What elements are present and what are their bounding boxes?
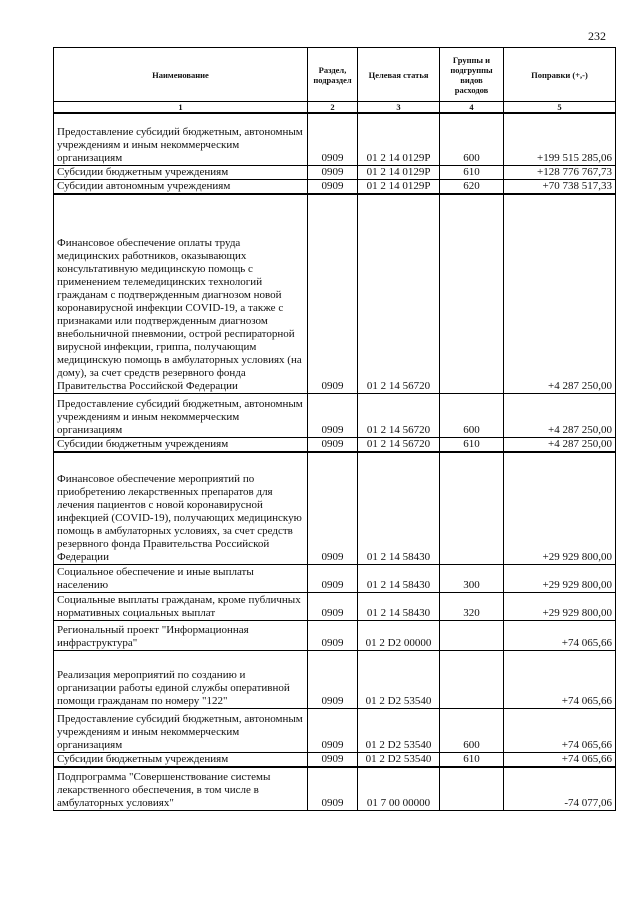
row-amount: +74 065,66 <box>504 620 616 650</box>
column-number: 2 <box>308 102 358 114</box>
row-group: 600 <box>440 113 504 165</box>
row-name: Социальное обеспечение и иные выплаты населению <box>54 564 308 592</box>
table-row <box>54 620 616 650</box>
row-section: 0909 <box>308 194 358 394</box>
row-name: Реализация мероприятий по созданию и организации работы единой службы оперативной помощи гражданам по номеру "122" <box>54 650 308 708</box>
row-section: 0909 <box>308 113 358 165</box>
row-section: 0909 <box>308 650 358 708</box>
budget-amendments-table <box>53 47 616 811</box>
row-section: 0909 <box>308 179 358 194</box>
row-amount: +70 738 517,33 <box>504 179 616 194</box>
table-header-row <box>54 48 616 102</box>
row-name: Предоставление субсидий бюджетным, автономным учреждениям и иным некоммерческим организациям <box>54 113 308 165</box>
table-row <box>54 564 616 592</box>
table-row <box>54 165 616 179</box>
row-target: 01 2 14 58430 <box>358 592 440 620</box>
column-number: 1 <box>54 102 308 114</box>
row-target: 01 7 00 00000 <box>358 767 440 811</box>
row-amount: +29 929 800,00 <box>504 564 616 592</box>
row-target: 01 2 D2 53540 <box>358 752 440 767</box>
table-row <box>54 592 616 620</box>
row-amount: -74 077,06 <box>504 767 616 811</box>
header-groups: Группы и подгруппы видов расходов <box>440 48 504 102</box>
row-section: 0909 <box>308 592 358 620</box>
row-group: 610 <box>440 165 504 179</box>
row-name: Субсидии бюджетным учреждениям <box>54 752 308 767</box>
table-row <box>54 767 616 811</box>
row-name: Предоставление субсидий бюджетным, автономным учреждениям и иным некоммерческим организациям <box>54 708 308 752</box>
row-group <box>440 650 504 708</box>
row-section: 0909 <box>308 708 358 752</box>
table-row <box>54 708 616 752</box>
table-row <box>54 194 616 394</box>
row-amount: +4 287 250,00 <box>504 194 616 394</box>
header-section: Раздел, подраздел <box>308 48 358 102</box>
row-target: 01 2 D2 53540 <box>358 650 440 708</box>
row-group: 610 <box>440 752 504 767</box>
row-target: 01 2 14 0129P <box>358 113 440 165</box>
row-section: 0909 <box>308 752 358 767</box>
column-number: 4 <box>440 102 504 114</box>
header-name: Наименование <box>54 48 308 102</box>
row-amount: +29 929 800,00 <box>504 592 616 620</box>
header-amendments: Поправки (+,-) <box>504 48 616 102</box>
row-target: 01 2 14 56720 <box>358 394 440 438</box>
row-name: Финансовое обеспечение оплаты труда медицинских работников, оказывающих консультативную медицинскую помощь с применением телемедицинских технологий гражданам с подтвержденным диагнозом новой коронавирусной инфекции COVID-19, а также с признаками или подтвержденным диагнозом внебольничной пневмонии, острой респираторной вирусной инфекции, гриппа, получающим медицинскую помощь в амбулаторных условиях (на дому), за счет средств резервного фонда Правительства Российской Федерации <box>54 194 308 394</box>
row-name: Субсидии автономным учреждениям <box>54 179 308 194</box>
row-amount: +74 065,66 <box>504 650 616 708</box>
row-group <box>440 452 504 564</box>
row-target: 01 2 D2 53540 <box>358 708 440 752</box>
table-row <box>54 394 616 438</box>
row-name: Социальные выплаты гражданам, кроме публичных нормативных социальных выплат <box>54 592 308 620</box>
row-target: 01 2 14 56720 <box>358 194 440 394</box>
table-row <box>54 752 616 767</box>
row-group: 600 <box>440 708 504 752</box>
row-section: 0909 <box>308 165 358 179</box>
row-group: 610 <box>440 438 504 453</box>
row-section: 0909 <box>308 564 358 592</box>
column-number: 5 <box>504 102 616 114</box>
table-row <box>54 113 616 165</box>
row-section: 0909 <box>308 438 358 453</box>
row-amount: +29 929 800,00 <box>504 452 616 564</box>
row-amount: +199 515 285,06 <box>504 113 616 165</box>
row-target: 01 2 D2 00000 <box>358 620 440 650</box>
row-section: 0909 <box>308 767 358 811</box>
page-number: 232 <box>588 29 606 43</box>
row-name: Подпрограмма "Совершенствование системы лекарственного обеспечения, в том числе в амбулаторных условиях" <box>54 767 308 811</box>
row-target: 01 2 14 58430 <box>358 452 440 564</box>
table-row <box>54 452 616 564</box>
row-group <box>440 194 504 394</box>
row-group <box>440 767 504 811</box>
row-name: Субсидии бюджетным учреждениям <box>54 438 308 453</box>
row-section: 0909 <box>308 452 358 564</box>
row-amount: +4 287 250,00 <box>504 438 616 453</box>
row-group: 320 <box>440 592 504 620</box>
row-target: 01 2 14 58430 <box>358 564 440 592</box>
row-name: Региональный проект "Информационная инфраструктура" <box>54 620 308 650</box>
row-section: 0909 <box>308 620 358 650</box>
table-row <box>54 438 616 453</box>
row-amount: +128 776 767,73 <box>504 165 616 179</box>
row-group: 600 <box>440 394 504 438</box>
row-name: Финансовое обеспечение мероприятий по приобретению лекарственных препаратов для лечения пациентов с новой коронавирусной инфекцией (COVID-19), получающих медицинскую помощь в амбулаторных условиях, за счет средств резервного фонда Правительства Российской Федерации <box>54 452 308 564</box>
row-target: 01 2 14 0129P <box>358 165 440 179</box>
row-name: Предоставление субсидий бюджетным, автономным учреждениям и иным некоммерческим организациям <box>54 394 308 438</box>
table-row <box>54 650 616 708</box>
row-group: 300 <box>440 564 504 592</box>
row-target: 01 2 14 0129P <box>358 179 440 194</box>
header-target: Целевая статья <box>358 48 440 102</box>
row-group <box>440 620 504 650</box>
row-target: 01 2 14 56720 <box>358 438 440 453</box>
column-number-row <box>54 102 616 114</box>
table-row <box>54 179 616 194</box>
row-amount: +74 065,66 <box>504 708 616 752</box>
column-number: 3 <box>358 102 440 114</box>
row-amount: +74 065,66 <box>504 752 616 767</box>
row-group: 620 <box>440 179 504 194</box>
row-section: 0909 <box>308 394 358 438</box>
row-name: Субсидии бюджетным учреждениям <box>54 165 308 179</box>
row-amount: +4 287 250,00 <box>504 394 616 438</box>
